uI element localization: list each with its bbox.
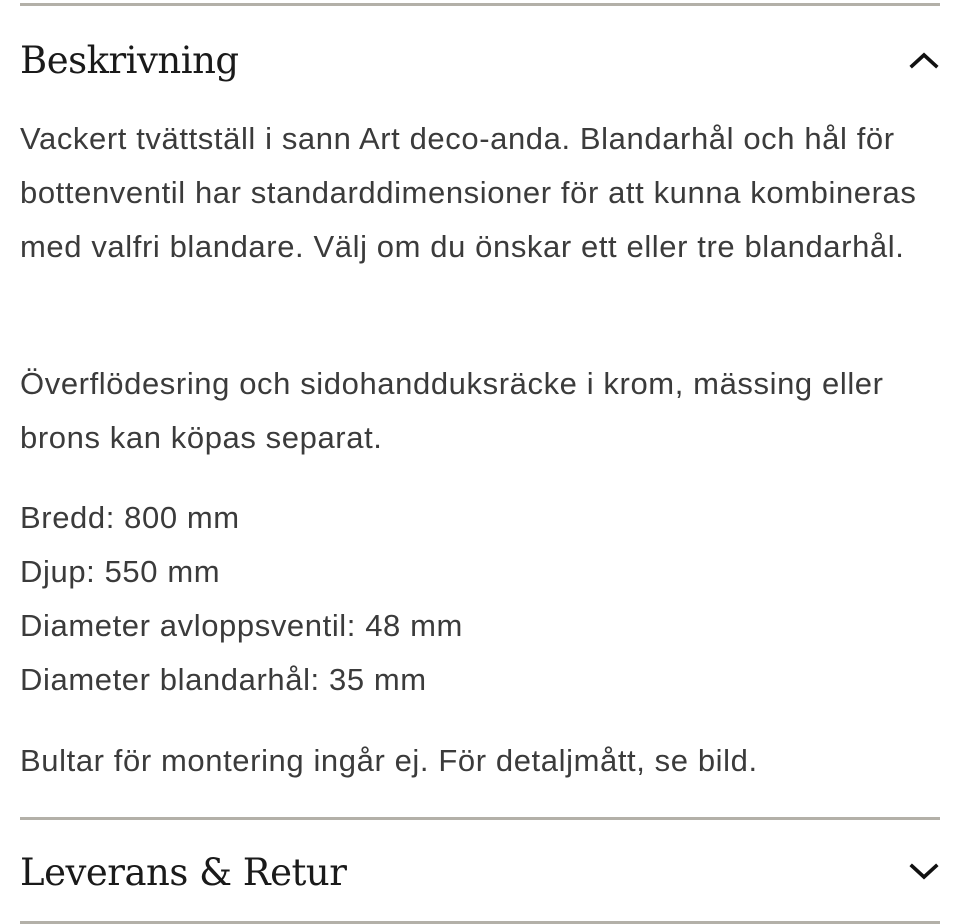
divider-top [20,3,940,6]
accordion-title: Leverans & Retur [20,850,347,894]
accordion-title: Beskrivning [20,38,239,82]
divider-middle [20,817,940,820]
accessories-paragraph: Överflödesring och sidohandduksräcke i krom, mässing eller brons kan köpas separat. [20,366,884,455]
mounting-note: Bultar för montering ingår ej. För detaljmått, se bild. [20,743,758,778]
specs-list [20,491,945,707]
description-paragraph: Vackert tvättställ i sann Art deco-anda. Blandarhål och hål för bottenventil har standarddimensioner för att kunna kombineras med valfri blandare. Välj om du önskar ett eller tre blandarhål. [20,121,917,264]
accordion-header-leverans-retur[interactable] [20,850,940,894]
chevron-down-icon[interactable] [908,860,940,884]
accordion-header-beskrivning[interactable] [20,38,940,82]
spec-depth: Djup: 550 mm [20,554,221,589]
spec-width: Bredd: 800 mm [20,500,240,535]
chevron-up-icon[interactable] [908,48,940,72]
spec-drain-diameter: Diameter avloppsventil: 48 mm [20,608,463,643]
spec-tap-hole-diameter: Diameter blandarhål: 35 mm [20,662,427,697]
